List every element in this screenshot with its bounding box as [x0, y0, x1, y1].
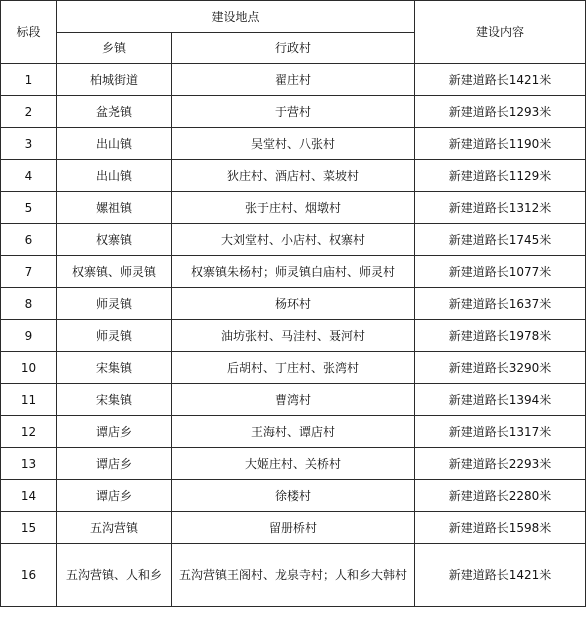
content-cell: 新建道路长1421米 — [415, 64, 586, 96]
content-cell: 新建道路长2293米 — [415, 448, 586, 480]
section-cell: 2 — [1, 96, 57, 128]
table-row — [1, 256, 586, 288]
section-cell: 10 — [1, 352, 57, 384]
village-cell: 张于庄村、烟墩村 — [172, 192, 415, 224]
village-cell: 徐楼村 — [172, 480, 415, 512]
content-cell: 新建道路长1190米 — [415, 128, 586, 160]
content-cell: 新建道路长1317米 — [415, 416, 586, 448]
section-cell: 4 — [1, 160, 57, 192]
village-cell: 曹湾村 — [172, 384, 415, 416]
section-cell: 5 — [1, 192, 57, 224]
section-cell: 15 — [1, 512, 57, 544]
content-cell: 新建道路长1598米 — [415, 512, 586, 544]
header-row-1 — [1, 1, 586, 33]
village-cell: 油坊张村、马洼村、聂河村 — [172, 320, 415, 352]
town-cell: 权寨镇、师灵镇 — [57, 256, 172, 288]
town-cell: 五沟营镇、人和乡 — [57, 544, 172, 607]
section-cell: 6 — [1, 224, 57, 256]
content-cell: 新建道路长1394米 — [415, 384, 586, 416]
header-location: 建设地点 — [57, 1, 415, 33]
town-cell: 柏城街道 — [57, 64, 172, 96]
town-cell: 嫘祖镇 — [57, 192, 172, 224]
village-cell: 于营村 — [172, 96, 415, 128]
content-cell: 新建道路长1421米 — [415, 544, 586, 607]
header-section: 标段 — [1, 1, 57, 64]
table-row — [1, 448, 586, 480]
header-town: 乡镇 — [57, 33, 172, 64]
village-cell: 杨环村 — [172, 288, 415, 320]
table-body — [1, 64, 586, 607]
town-cell: 五沟营镇 — [57, 512, 172, 544]
table-row — [1, 320, 586, 352]
table-row — [1, 64, 586, 96]
village-cell: 五沟营镇王阁村、龙泉寺村；人和乡大韩村 — [172, 544, 415, 607]
section-cell: 3 — [1, 128, 57, 160]
village-cell: 大姬庄村、关桥村 — [172, 448, 415, 480]
table-row — [1, 384, 586, 416]
header-content: 建设内容 — [415, 1, 586, 64]
village-cell: 权寨镇朱杨村；师灵镇白庙村、师灵村 — [172, 256, 415, 288]
content-cell: 新建道路长1637米 — [415, 288, 586, 320]
table-row — [1, 416, 586, 448]
section-cell: 11 — [1, 384, 57, 416]
town-cell: 宋集镇 — [57, 352, 172, 384]
content-cell: 新建道路长1129米 — [415, 160, 586, 192]
table-row — [1, 224, 586, 256]
header-village: 行政村 — [172, 33, 415, 64]
town-cell: 盆尧镇 — [57, 96, 172, 128]
table-row — [1, 96, 586, 128]
content-cell: 新建道路长3290米 — [415, 352, 586, 384]
section-cell: 16 — [1, 544, 57, 607]
village-cell: 翟庄村 — [172, 64, 415, 96]
table-row — [1, 288, 586, 320]
section-cell: 12 — [1, 416, 57, 448]
content-cell: 新建道路长1312米 — [415, 192, 586, 224]
table-row — [1, 512, 586, 544]
table-row — [1, 352, 586, 384]
table-row — [1, 192, 586, 224]
section-cell: 14 — [1, 480, 57, 512]
section-cell: 1 — [1, 64, 57, 96]
content-cell: 新建道路长1293米 — [415, 96, 586, 128]
town-cell: 出山镇 — [57, 128, 172, 160]
table-row — [1, 480, 586, 512]
section-cell: 13 — [1, 448, 57, 480]
section-cell: 9 — [1, 320, 57, 352]
town-cell: 出山镇 — [57, 160, 172, 192]
table-row — [1, 128, 586, 160]
content-cell: 新建道路长1077米 — [415, 256, 586, 288]
town-cell: 谭店乡 — [57, 480, 172, 512]
town-cell: 师灵镇 — [57, 288, 172, 320]
town-cell: 师灵镇 — [57, 320, 172, 352]
content-cell: 新建道路长1978米 — [415, 320, 586, 352]
village-cell: 后胡村、丁庄村、张湾村 — [172, 352, 415, 384]
village-cell: 留册桥村 — [172, 512, 415, 544]
table-row — [1, 544, 586, 607]
content-cell: 新建道路长2280米 — [415, 480, 586, 512]
town-cell: 谭店乡 — [57, 416, 172, 448]
village-cell: 吴堂村、八张村 — [172, 128, 415, 160]
section-cell: 7 — [1, 256, 57, 288]
town-cell: 谭店乡 — [57, 448, 172, 480]
village-cell: 狄庄村、酒店村、菜坡村 — [172, 160, 415, 192]
content-cell: 新建道路长1745米 — [415, 224, 586, 256]
town-cell: 宋集镇 — [57, 384, 172, 416]
village-cell: 王海村、谭店村 — [172, 416, 415, 448]
town-cell: 权寨镇 — [57, 224, 172, 256]
section-cell: 8 — [1, 288, 57, 320]
table-row — [1, 160, 586, 192]
village-cell: 大刘堂村、小店村、权寨村 — [172, 224, 415, 256]
